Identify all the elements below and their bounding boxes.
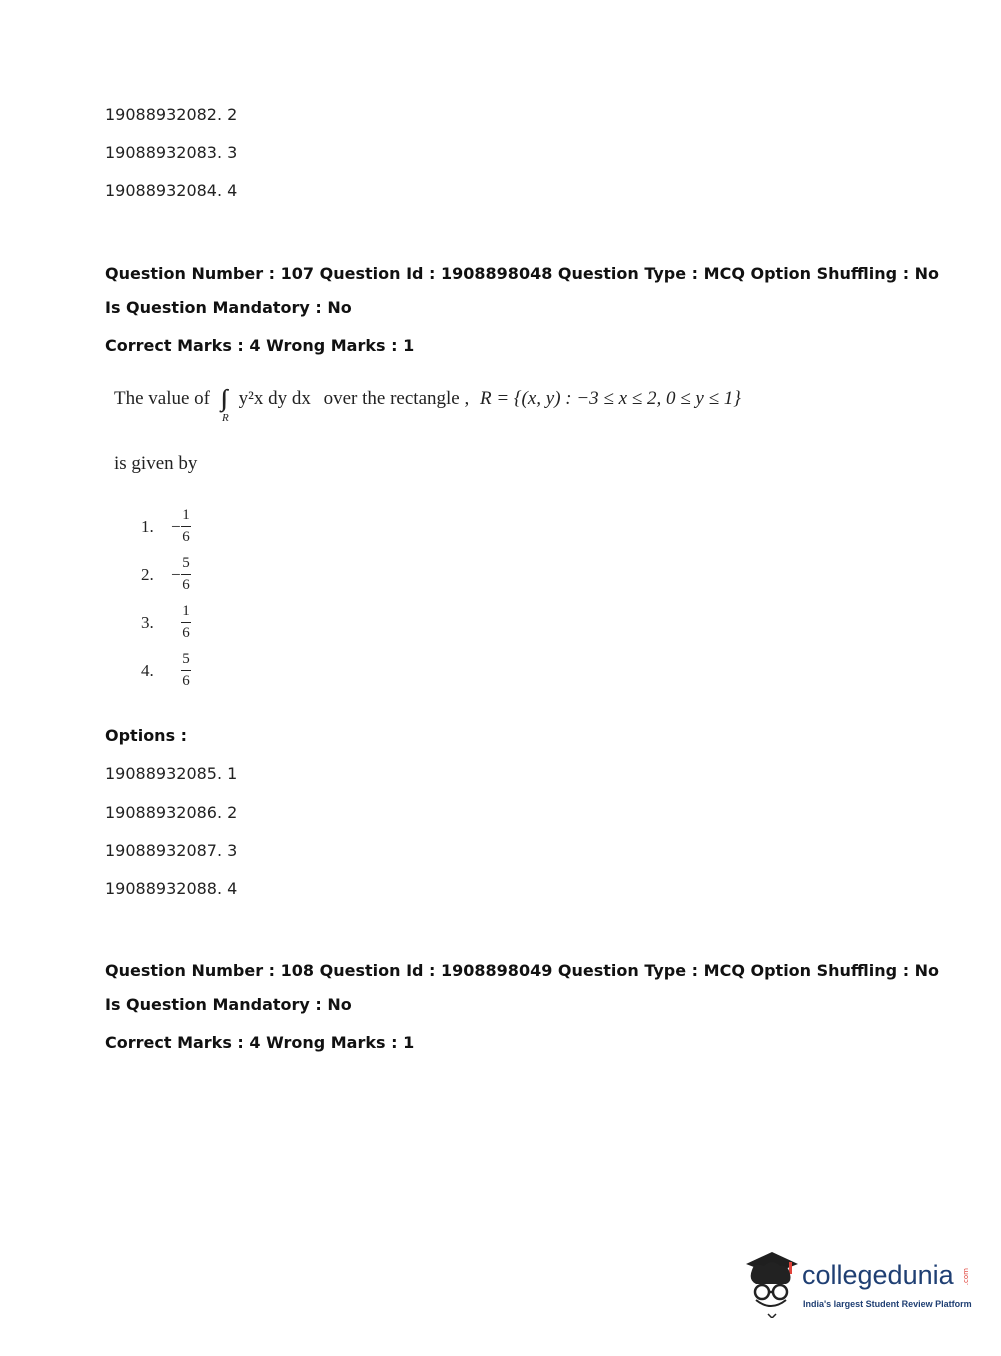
question-header: Question Number : 108 Question Id : 1908898049 Question Type : MCQ Option Shuffling : No [105, 961, 940, 980]
question-text [114, 384, 741, 424]
option-line: 19088932086. 2 [105, 803, 238, 822]
question-marks: Correct Marks : 4 Wrong Marks : 1 [105, 336, 415, 355]
integral-region: R [222, 412, 229, 424]
fraction: $\frac{1}{6}$ [182, 507, 190, 545]
choice-4: 4. $\frac{5}{6}$ [141, 651, 190, 689]
choice-2: 2. − $\frac{5}{6}$ [141, 555, 190, 593]
choice-3: 3. $\frac{1}{6}$ [141, 603, 190, 641]
question-mandatory: Is Question Mandatory : No [105, 298, 352, 317]
option-line: 19088932088. 4 [105, 879, 238, 898]
question-end: is given by [114, 453, 198, 474]
fraction: $\frac{5}{6}$ [182, 651, 190, 689]
question-lead: The value of [114, 388, 211, 409]
logo-suffix: .com [962, 1268, 970, 1286]
fraction: $\frac{5}{6}$ [182, 555, 190, 593]
option-line: 19088932087. 3 [105, 841, 238, 860]
option-line: 19088932083. 3 [105, 143, 238, 162]
question-marks: Correct Marks : 4 Wrong Marks : 1 [105, 1033, 415, 1052]
option-line: 19088932082. 2 [105, 105, 238, 124]
integrand: y²x dy dx [238, 388, 311, 409]
logo-tagline: India's largest Student Review Platform [803, 1299, 972, 1309]
option-line: 19088932085. 1 [105, 764, 238, 783]
option-line: 19088932084. 4 [105, 181, 238, 200]
double-integral-icon: ∫∫ [220, 386, 222, 412]
question-mid: over the rectangle , [323, 388, 470, 409]
question-header: Question Number : 107 Question Id : 1908898048 Question Type : MCQ Option Shuffling : No [105, 264, 940, 283]
mascot-icon [742, 1248, 802, 1318]
logo-wordmark: collegedunia [802, 1260, 954, 1290]
region-definition: R = {(x, y) : −3 ≤ x ≤ 2, 0 ≤ y ≤ 1} [479, 388, 741, 409]
choice-1: 1. − $\frac{1}{6}$ [141, 507, 190, 545]
options-label: Options : [105, 726, 188, 745]
fraction: $\frac{1}{6}$ [182, 603, 190, 641]
question-mandatory: Is Question Mandatory : No [105, 995, 352, 1014]
collegedunia-logo [742, 1248, 972, 1318]
